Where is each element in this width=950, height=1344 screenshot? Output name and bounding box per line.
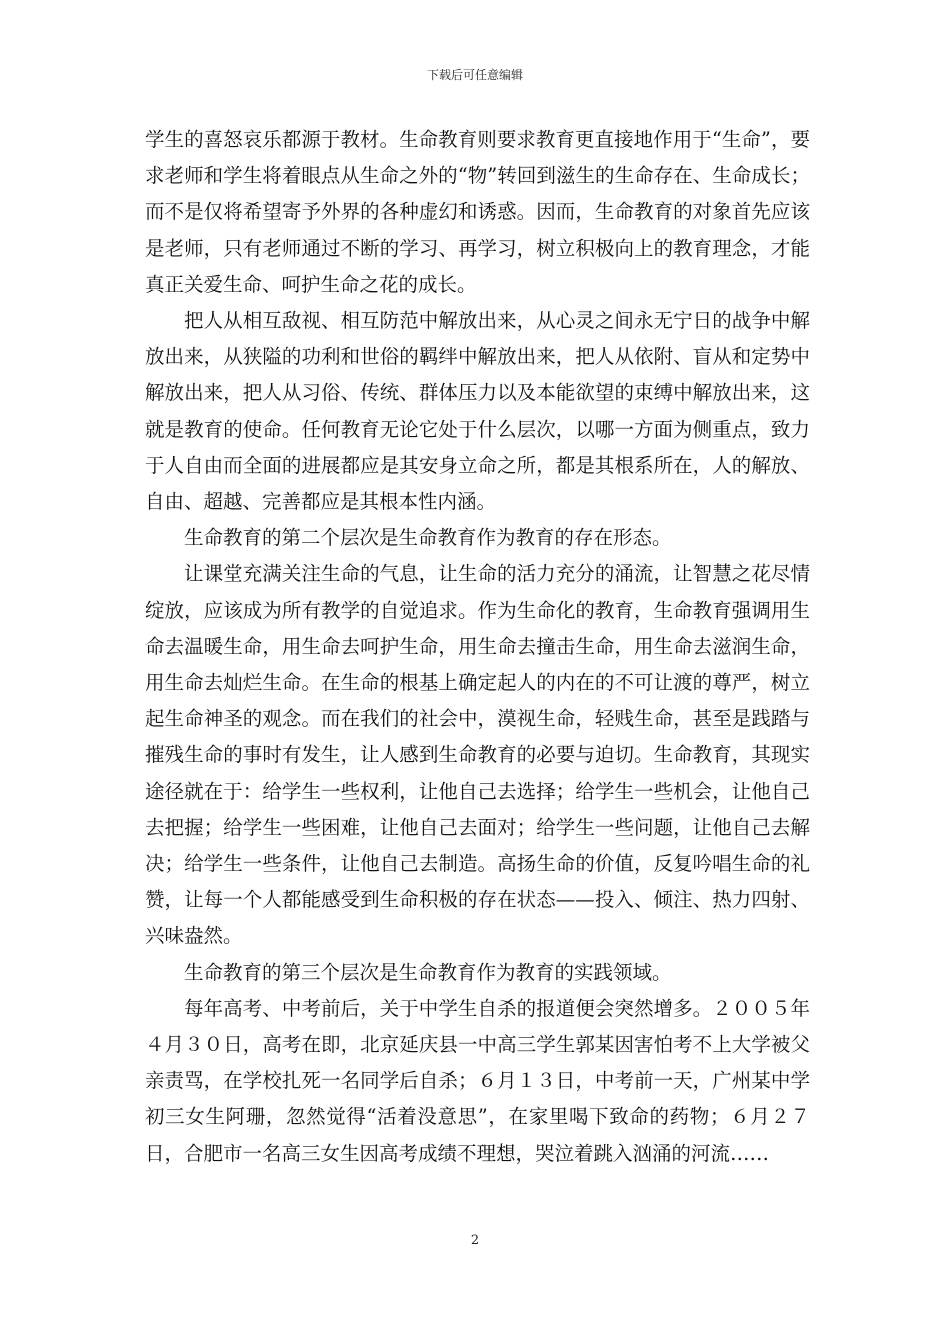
page-header: 下载后可任意编辑	[426, 68, 523, 82]
paragraph-education-mission: 把人从相互敌视、相互防范中解放出来，从心灵之间永无宁日的战争中解放出来，从狭隘的功利和世俗的羁绊中解放出来，把人从依附、盲从和定势中解放出来，把人从习俗、传统、群体压力以及本能欲望的束缚中解放出来，这就是教育的使命。任何教育无论它处于什么层次，以哪一方面为侧重点，致力于人自由而全面的进展都应是其安身立命之所，都是其根系所在，人的解放、自由、超越、完善都应是其根本性内涵。	[145, 309, 810, 514]
paragraph-second-level-heading: 生命教育的第二个层次是生命教育作为教育的存在形态。	[184, 526, 672, 550]
paragraph-classroom-life: 让课堂充满关注生命的气息，让生命的活力充分的涌流，让智慧之花尽情绽放，应该成为所有教学的自觉追求。作为生命化的教育，生命教育强调用生命去温暖生命，用生命去呵护生命，用生命去撞击生命，用生命去滋润生命，用生命去灿烂生命。在生命的根基上确定起人的内在的不可让渡的尊严，树立起生命神圣的观念。而在我们的社会中，漠视生命，轻贱生命，甚至是践踏与摧残生命的事时有发生，让人感到生命教育的必要与迫切。生命教育，其现实途径就在于：给学生一些权利，让他自己去选择；给学生一些机会，让他自己去把握；给学生一些困难，让他自己去面对；给学生一些问题，让他自己去解决；给学生一些条件，让他自己去制造。高扬生命的价值，反复吟唱生命的礼赞，让每一个人都能感受到生命积极的存在状态——投入、倾注、热力四射、兴味盎然。	[145, 562, 810, 948]
paragraph-exam-reports: 每年高考、中考前后，关于中学生自杀的报道便会突然增多。２００５年４月３０日，高考在即，北京延庆县一中高三学生郭某因害怕考不上大学被父亲责骂，在学校扎死一名同学后自杀；６月１３日，中考前一天，广州某中学初三女生阿珊，忽然觉得“活着没意思”，在家里喝下致命的药物；６月２７日，合肥市一名高三女生因高考成绩不理想，哭泣着跳入汹涌的河流……	[145, 996, 810, 1165]
paragraph-continuation: 学生的喜怒哀乐都源于教材。生命教育则要求教育更直接地作用于“生命”，要求老师和学生将着眼点从生命之外的“物”转回到滋生的生命存在、生命成长；而不是仅将希望寄予外界的各种虚幻和诱惑。因而，生命教育的对象首先应该是老师，只有老师通过不断的学习、再学习，树立积极向上的教育理念，才能真正关爱生命、呵护生命之花的成长。	[145, 128, 810, 296]
document-body	[145, 122, 810, 1172]
paragraph-third-level-heading: 生命教育的第三个层次是生命教育作为教育的实践领域。	[184, 960, 672, 984]
page-number: 2	[470, 1233, 480, 1248]
